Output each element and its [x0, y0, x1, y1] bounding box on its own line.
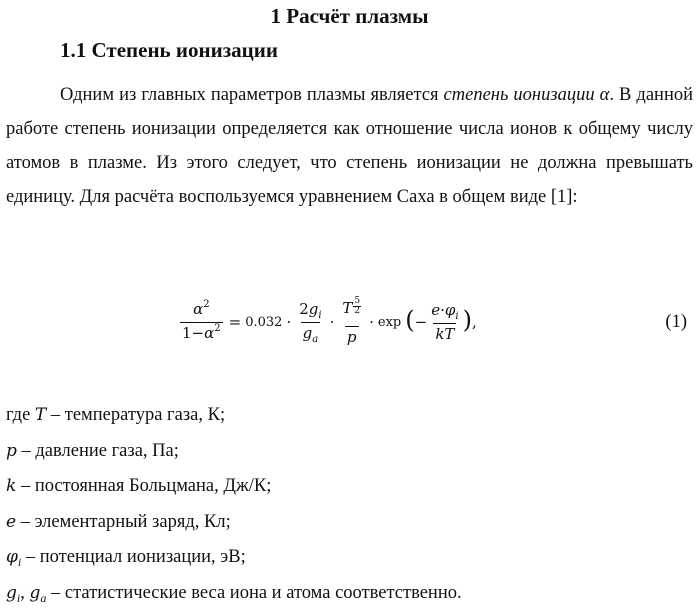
equals-sign: = [228, 313, 242, 331]
paragraph-text-end: . В данной работе степень ионизации определяется как отношение числа ионов к общему числу атомов в плазме. Из этого следует, что степень ионизации не должна превышать единицу. Для расчёта воспользуемся уравнением Саха в общем виде [1]: [6, 85, 693, 207]
temperature-pressure-fraction: T $\frac{5}{2}$ p [342, 295, 361, 346]
exp-function: exp [377, 314, 402, 330]
saha-equation: $\frac{\alpha^2}{1-\alpha^2}$ = 0.032 · $\frac{2g_i}{g_a}$ · T $\frac{5}{2}$ p · exp ( − $\frac{e\cdot\varphi_i}{kT}$ ) , [182, 295, 477, 346]
paragraph-text-start: Одним из главных параметров плазмы является [60, 85, 444, 105]
definition-item: p – давление газа, Па; [6, 440, 179, 461]
alpha-symbol: α [193, 299, 204, 318]
lhs-fraction: $\frac{\alpha^2}{1-\alpha^2}$ [180, 299, 223, 346]
section-heading: 1 Расчёт плазмы [270, 4, 429, 28]
equation-number: (1) [665, 312, 687, 332]
definition-item: $g_i$, $g_a$ – статистические веса иона и атома соответственно. [6, 582, 462, 605]
coefficient: 0.032 [245, 314, 283, 330]
symbol-definitions [6, 398, 693, 611]
definition-item: k – постоянная Больцмана, Дж/К; [6, 476, 272, 496]
definition-item: $\varphi_i$ – потенциал ионизации, эВ; [6, 547, 246, 569]
exponent-fraction: $\frac{e\cdot\varphi_i}{kT}$ [431, 301, 459, 343]
subsection-heading: 1.1 Степень ионизации [60, 38, 278, 62]
definition-item: e – элементарный заряд, Кл; [6, 511, 231, 532]
five-halves-exponent: $\frac{5}{2}$ [354, 295, 361, 316]
paragraph-term: степень ионизации α [443, 85, 610, 105]
weights-fraction: $\frac{2g_i}{g_a}$ [299, 299, 322, 345]
body-paragraph [6, 78, 693, 214]
definition-item: где T – температура газа, К; [6, 405, 226, 425]
